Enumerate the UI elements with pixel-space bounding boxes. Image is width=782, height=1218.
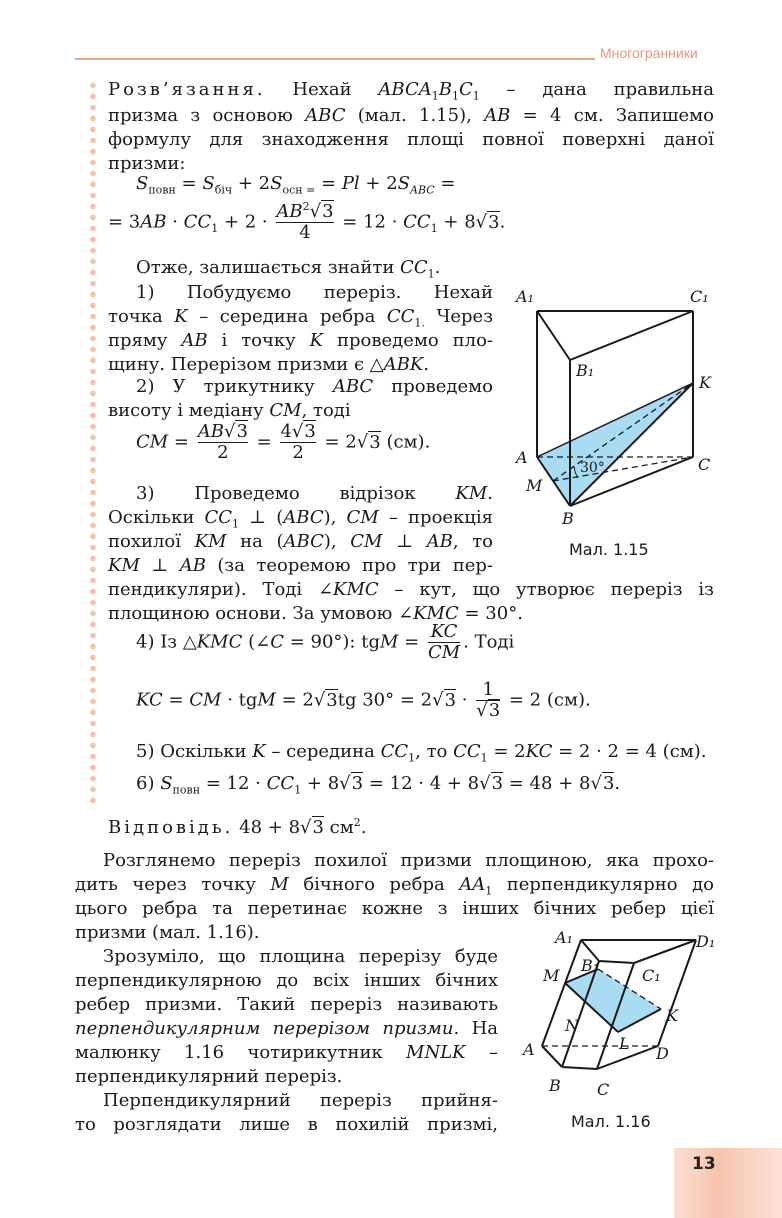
step-6: 6) $S_{повн} = 12 \cdot CC_1 + 8√3 = 12 \cdot 4 + 8√3 = 48 + 8√3$. [136, 773, 621, 797]
figure-1-15-caption: Мал. 1.15 [569, 540, 649, 559]
label-a1: A₁ [555, 928, 573, 947]
solution-line-1 [108, 78, 714, 102]
para-3b: то розглядати лише в похилій призмі, [75, 1114, 498, 1135]
label-b1: B₁ [576, 361, 595, 380]
solution-dotted-margin [89, 80, 97, 808]
label-n: N [565, 1016, 579, 1035]
page-number: 13 [692, 1154, 716, 1174]
step-2b: висоту і медіану CM, тоді [108, 400, 351, 421]
label-c: C [698, 455, 711, 474]
step-3d: KM ⊥ AB (за теоремою про три пер- [108, 555, 493, 576]
solution-intro: Нехай $ABCA_1B_1C_1$ – дана правильна [292, 79, 714, 103]
solution-heading: Розв’язання. [108, 79, 266, 100]
answer [108, 816, 367, 840]
term-perpendicular-section: перпендикулярним перерізом призми [75, 1018, 454, 1039]
para-2f: перпендикулярний переріз. [75, 1066, 343, 1087]
section-title: Многогранники [600, 45, 698, 61]
answer-value: 48 + 8√3 $см^2$. [239, 816, 367, 838]
step-4: 4) Із △KMC (∠C = 90°): tgM = $\frac{KC}{CM}$ . Тоді [136, 621, 515, 663]
para-1a: Розглянемо переріз похилої призми площиною, яка прохо- [103, 850, 714, 871]
label-l: L [619, 1034, 630, 1053]
label-b: B [549, 1076, 561, 1095]
figure-1-16-caption: Мал. 1.16 [571, 1112, 651, 1131]
label-a: A [516, 448, 528, 467]
label-k: K [699, 373, 711, 392]
step-1d: щину. Перерізом призми є △ABK. [108, 354, 430, 375]
label-m: M [526, 476, 543, 495]
label-d: D [656, 1044, 669, 1063]
step-5: 5) Оскільки K – середина $CC_1$, то $CC_1 = 2KC = 2 \cdot 2 = 4$ (см). [136, 741, 707, 765]
label-m: M [543, 966, 560, 985]
answer-label: Відповідь. [108, 817, 234, 838]
para-2e: малюнку 1.16 чотирикутник MNLK – [75, 1042, 498, 1063]
label-a1: A₁ [516, 287, 534, 306]
formula-area-2: = $3AB \cdot CC_1 + 2$ · $\frac{AB^2√3}{4}$ = $12 \cdot CC_1 + 8√3$. [108, 200, 506, 243]
formula-area: $S_{повн} = S_{біч} + 2S_{осн =} = Pl + 2S_{ABC}$ = [136, 173, 456, 197]
label-k: K [666, 1006, 678, 1025]
para-1b: дить через точку M бічного ребра $AA_1$ перпендикулярно до [75, 874, 714, 898]
step-3e: пендикуляри). Тоді ∠KMC – кут, що утворює переріз із [108, 579, 714, 600]
para-1d: призми (мал. 1.16). [75, 922, 260, 943]
step-3b: Оскільки $CC_1$ ⊥ (ABC), CM – проекція [108, 507, 493, 531]
step-2-formula: CM = $\frac{AB√3}{2}$ = $\frac{4√3}{2}$ = 2√3 (см). [136, 421, 431, 463]
para-2c: ребер призми. Такий переріз називають [75, 994, 498, 1015]
figure-1-16-oblique-prism [515, 925, 730, 1105]
para-2d: перпендикулярним перерізом призми. На [75, 1018, 498, 1039]
label-b1: B₁ [581, 956, 600, 975]
label-c1: C₁ [642, 966, 661, 985]
step-1b: точка K – середина ребра $CC_{1.}$ Через [108, 306, 494, 330]
para-2a: Зрозуміло, що площина перерізу буде [103, 946, 498, 967]
step-3c: похилої KM на (ABC), CM ⊥ AB, то [108, 531, 493, 552]
label-c1: C₁ [690, 287, 709, 306]
label-c: C [597, 1080, 610, 1099]
page-number-tab [674, 1148, 782, 1218]
step-2a: 2) У трикутнику ABC проведемо [136, 376, 494, 397]
solution-line-2: призма з основою ABC (мал. 1.15), AB = 4 см. Запишемо [108, 105, 715, 126]
step-3f: площиною основи. За умовою ∠KMC = 30°. [108, 603, 523, 624]
step-1c: пряму AB і точку K проведемо пло- [108, 330, 493, 351]
step-4-formula: KC = CM · tgM = 2√3tg 30° = 2√3 · $\frac{1}{√3}$ = 2 (см). [136, 679, 591, 721]
angle-label: 30° [580, 460, 605, 476]
step-3a: 3) Проведемо відрізок KM. [136, 483, 493, 504]
header-rule [75, 58, 595, 60]
label-b: B [562, 509, 574, 528]
solution-line-3: формулу для знаходження площі повної поверхні даної [108, 129, 714, 150]
solution-line-4: призми: [108, 153, 186, 174]
figure-1-15-prism [500, 280, 730, 530]
solution-line-5: Отже, залишається знайти $CC_1$. [136, 257, 441, 281]
para-3a: Перпендикулярний переріз прийня- [103, 1090, 498, 1111]
step-1a: 1) Побудуємо переріз. Нехай [136, 282, 493, 303]
para-2b: перпендикулярною до всіх інших бічних [75, 970, 498, 991]
label-d1: D₁ [696, 932, 716, 951]
label-a: A [523, 1040, 535, 1059]
para-1c: цього ребра та перетинає кожне з інших бічних ребер цієї [75, 898, 714, 919]
